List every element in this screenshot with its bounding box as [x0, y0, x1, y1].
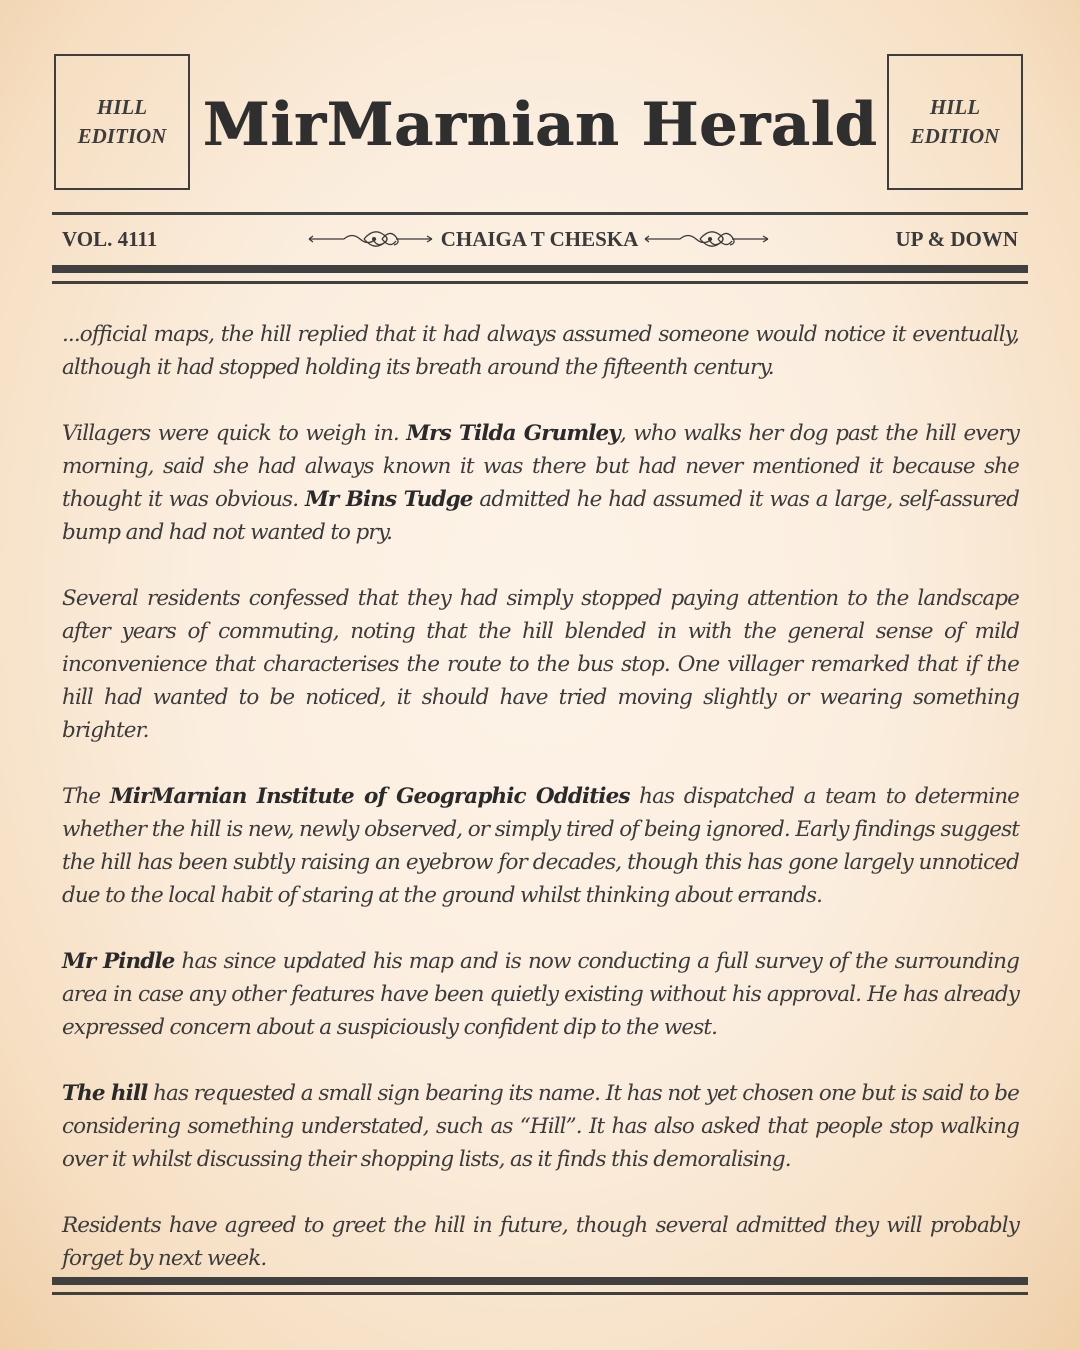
person-name: Mr Bins Tudge [304, 487, 473, 512]
author-line [297, 222, 782, 256]
person-name: Mrs Tilda Grumley [406, 421, 620, 446]
article-paragraph: Villagers were quick to weigh in. Mrs Tilda Grumley, who walks her dog past the hill every morning, said she had always known it was there but had never mentioned it because she thought it was obvious. Mr Bins Tudge admitted he had assumed it was a large, self-assured bump and had not wanted to pry. [62, 421, 1019, 545]
footer-thin-rule [52, 1292, 1028, 1295]
subject-name: The hill [62, 1081, 148, 1106]
edition-left-line1: HILL [96, 95, 148, 119]
info-bar [52, 222, 1028, 256]
scroll-flourish-right-icon [640, 224, 775, 254]
edition-right-line1: HILL [929, 95, 981, 119]
article-paragraph: Residents have agreed to greet the hill in future, though several admitted they will probably forget by next week. [62, 1213, 1019, 1271]
article-paragraph: The MirMarnian Institute of Geographic Oddities has dispatched a team to determine whether the hill is new, newly observed, or simply tired of being ignored. Early findings suggest the hill has been subtly raising an eyebrow for decades, though this has gone largely unnoticed due to the local habit of staring at the ground whilst thinking about errands. [62, 784, 1019, 908]
masthead-title: MirMarnian Herald [202, 90, 878, 160]
scroll-flourish-left-icon [304, 224, 439, 254]
top-divider [52, 212, 1028, 215]
article-paragraph: The hill has requested a small sign bearing its name. It has not yet chosen one but is said to be considering something understated, such as “Hill”. It has also asked that people stop walking over it whilst discussing their shopping lists, as it finds this demoralising. [62, 1081, 1019, 1172]
edition-right-line2: EDITION [910, 124, 1000, 148]
organization-name: MirMarnian Institute of Geographic Oddities [109, 784, 630, 809]
section-label: UP & DOWN [895, 227, 1018, 251]
edition-left-line2: EDITION [77, 124, 167, 148]
header-thick-rule [52, 265, 1028, 273]
footer-thick-rule [52, 1277, 1028, 1285]
article-paragraph: ...official maps, the hill replied that it had always assumed someone would notice it eventually, although it had stopped holding its breath around the fifteenth century. [62, 322, 1019, 380]
article-body [62, 318, 1019, 1308]
person-name: Mr Pindle [62, 949, 175, 974]
volume-label: VOL. 4111 [62, 227, 158, 251]
author-name: CHAIGA T CHESKA [440, 227, 639, 251]
header-thin-rule [52, 281, 1028, 284]
article-paragraph: Several residents confessed that they had simply stopped paying attention to the landscape after years of commuting, noting that the hill blended in with the general sense of mild inconvenience that characterises the route to the bus stop. One villager remarked that if the hill had wanted to be noticed, it should have tried moving slightly or wearing something brighter. [62, 586, 1019, 743]
article-paragraph: Mr Pindle has since updated his map and is now conducting a full survey of the surrounding area in case any other features have been quietly existing without his approval. He has already expressed concern about a suspiciously confident dip to the west. [62, 949, 1019, 1040]
edition-box-right [887, 54, 1023, 190]
edition-box-left [54, 54, 190, 190]
